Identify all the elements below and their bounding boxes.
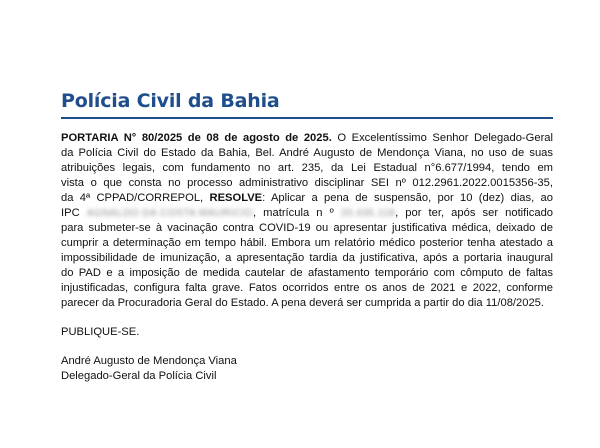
header-divider [61,117,553,119]
text-line: atribuições legais, com fundamento no art. 235, da Lei Estadual n°6.677/1994, tendo em [61,162,553,174]
text-line: cumprir a determinação em tempo hábil. Embora um relatório médico posterior tenha atestado a [61,237,553,249]
text-line [61,206,553,221]
portaria-body [61,131,553,384]
resolve-keyword: RESOLVE [209,192,263,204]
text-line [61,191,553,206]
redacted-name: AGNALDO DA COSTA MAURICIO [86,208,253,219]
text-line: da Polícia Civil do Estado da Bahia, Bel. André Augusto de Mendonça Viana, no uso de suas [61,147,553,159]
text-line: vista o que consta no processo administrativo disciplinar SEI nº 012.2961.2022.0015356-35, [61,177,553,189]
signature-name: André Augusto de Mendonça Viana [61,355,237,367]
text-line: do PAD e a imposição de medida cautelar de afastamento temporário com cômputo de faltas [61,267,553,279]
text-line: impossibilidade de imunização, a apresentação tardia da justificativa, após a portaria inaugural [61,252,553,264]
text-line: para submeter-se à vacinação contra COVID-19 ou apresentar justificativa médica, deixado de [61,222,553,234]
text-segment: da 4ª CPPAD/CORREPOL, [61,192,204,204]
text-segment: O Excelentíssimo Senhor Delegado-Geral [331,132,553,144]
redacted-registration: 20.435.118 [340,208,396,219]
portaria-heading: PORTARIA N° 80/2025 de 08 de agosto de 2025. [61,132,332,144]
text-segment: , matrícula n º [252,207,334,219]
text-line: parecer da Procuradoria Geral do Estado. A pena deverá ser cumprida a partir do dia 11/08/2025. [61,297,545,309]
text-segment: , por ter, após ser notificado [395,207,554,219]
text-segment: : Aplicar a pena de suspensão, por 10 (dez) dias, ao [262,192,553,204]
text-line: injustificadas, configura falta grave. Fatos ocorridos entre os anos de 2021 e 2022, conforme [61,282,553,294]
publique-se: PUBLIQUE-SE. [61,326,140,338]
page-title: Polícia Civil da Bahia [61,90,280,112]
text-line [61,131,553,146]
signature-title: Delegado-Geral da Polícia Civil [61,370,217,382]
text-segment: IPC [61,207,80,219]
